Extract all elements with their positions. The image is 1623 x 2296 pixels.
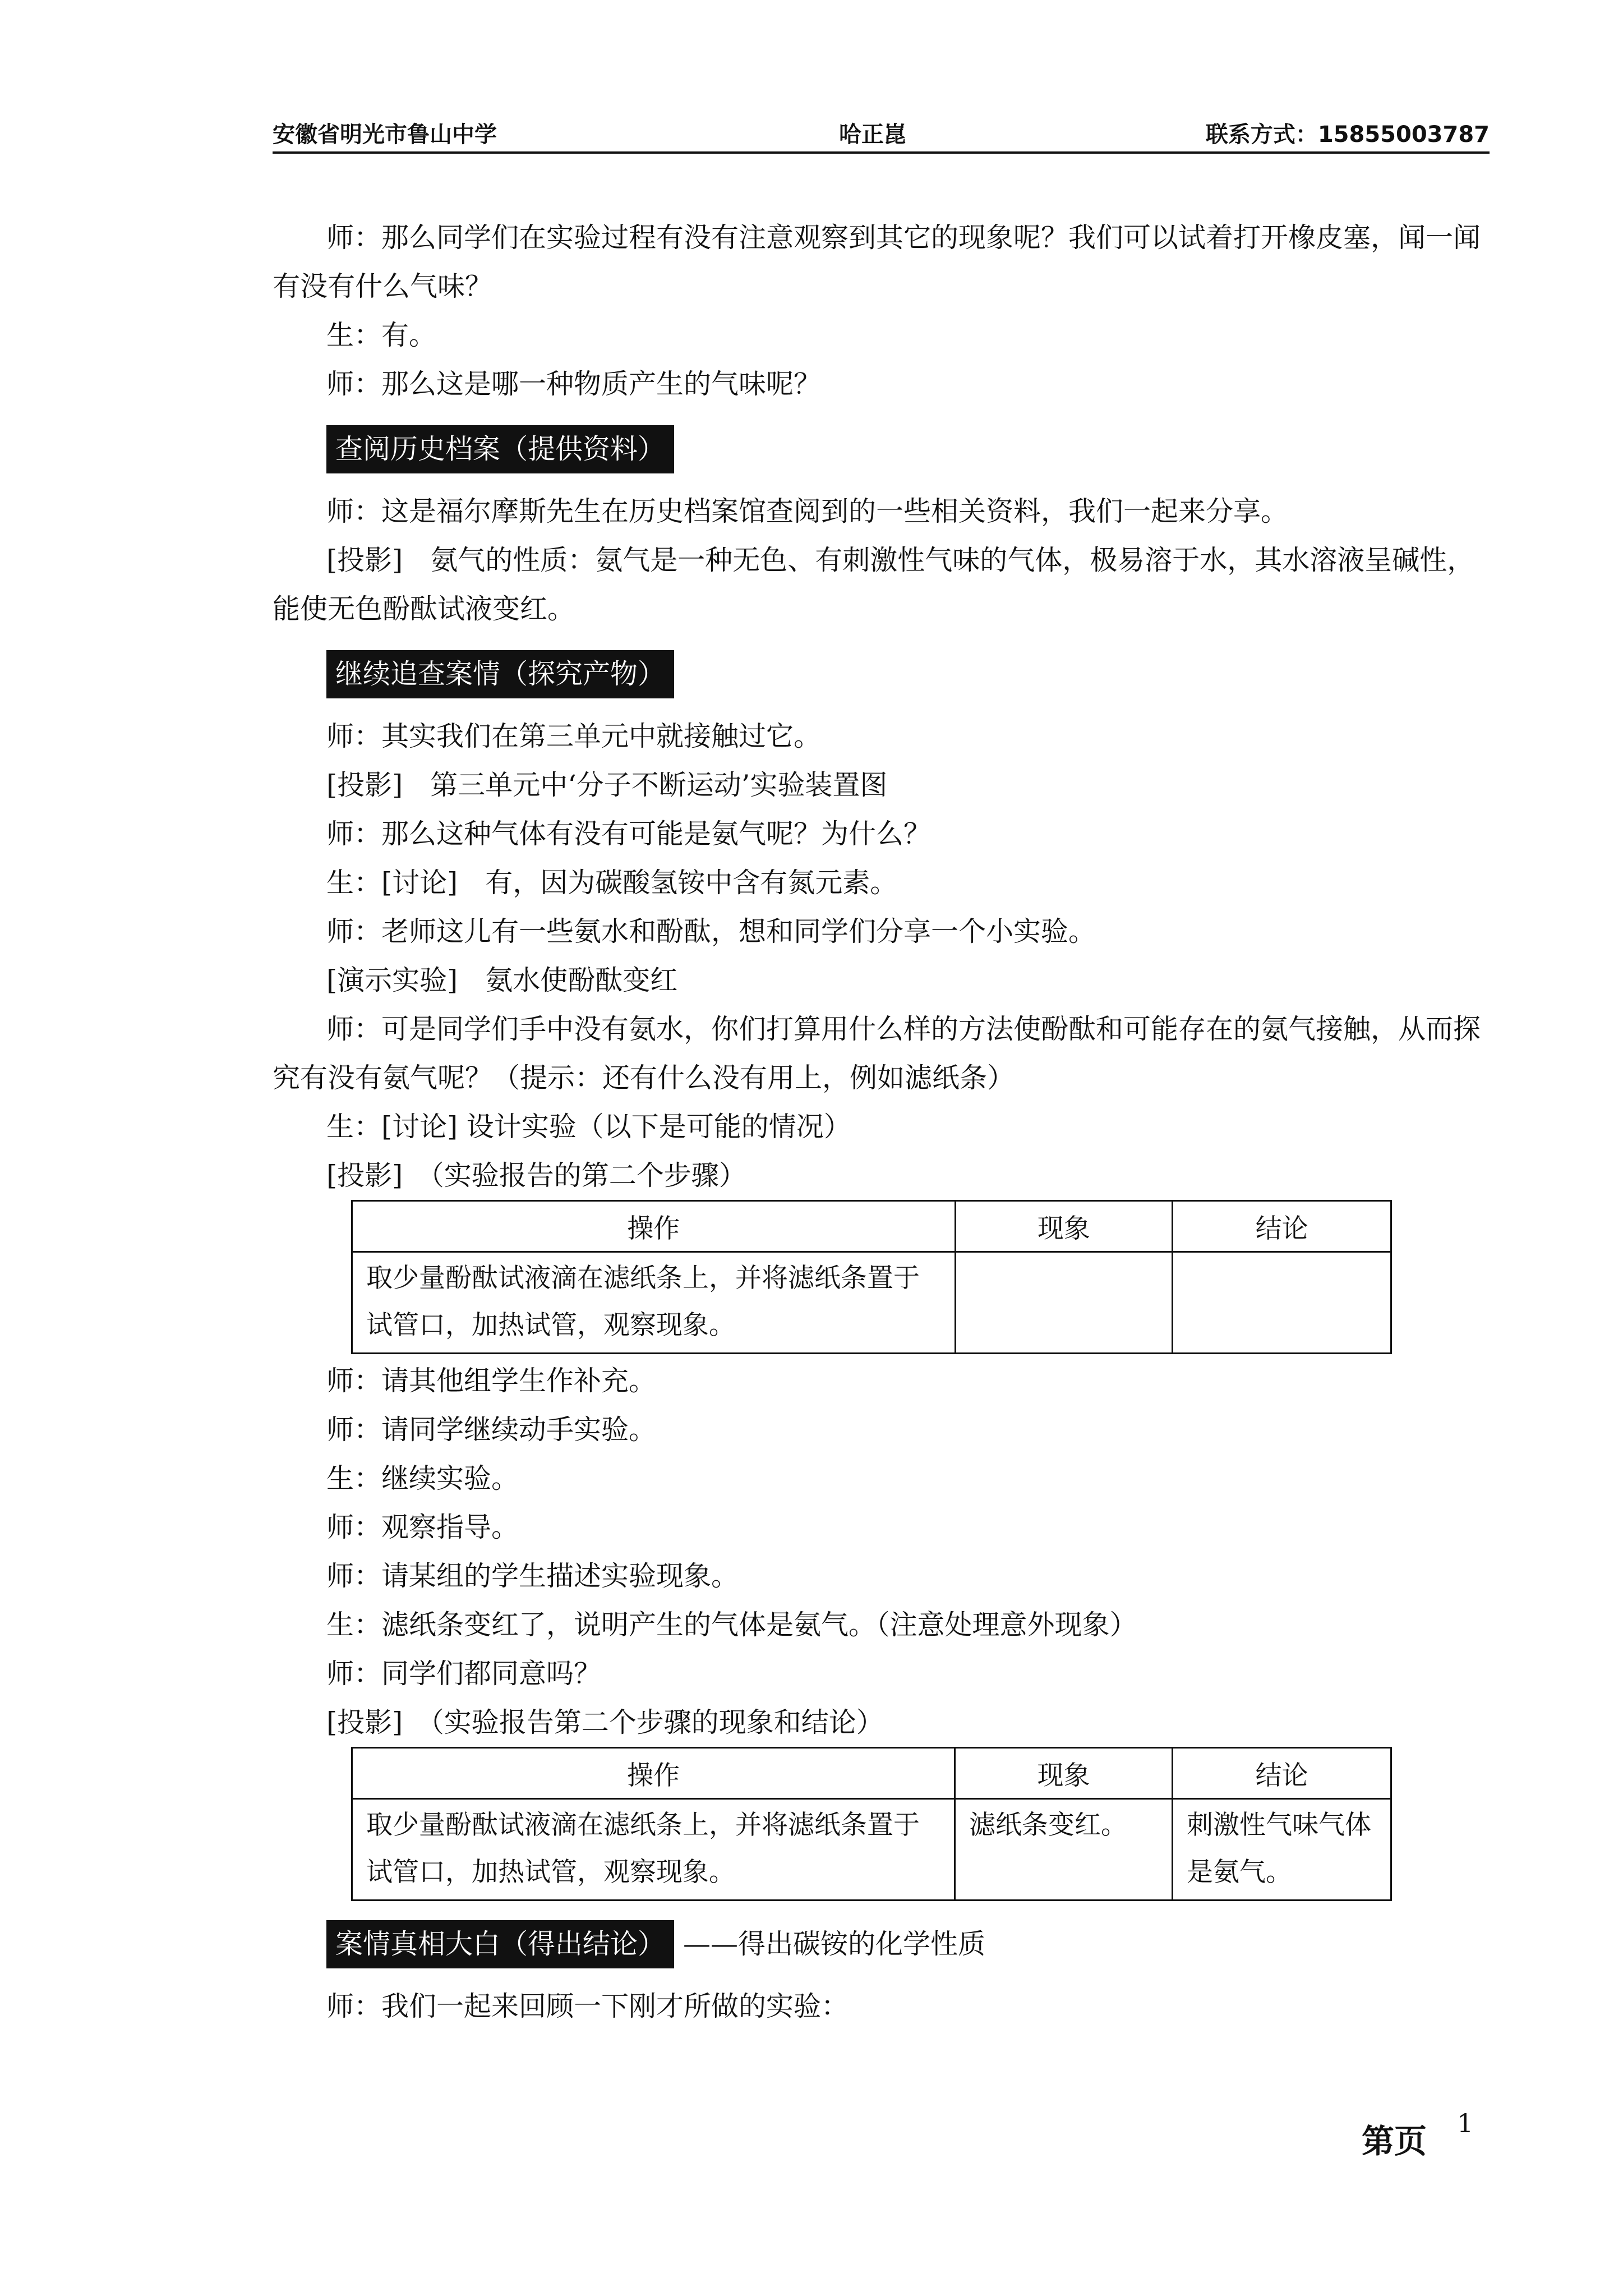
header-school: 安徽省明光市鲁山中学	[273, 122, 497, 148]
section-heading	[326, 650, 1490, 698]
table-header-cell: 操作	[352, 1201, 956, 1252]
header-author: 哈正崑	[839, 122, 906, 148]
table-cell	[955, 1252, 1173, 1354]
table-header-cell: 现象	[955, 1201, 1173, 1252]
paragraph: 生：有。	[326, 319, 437, 351]
experiment-table-1	[351, 1200, 1392, 1354]
table-header-row	[352, 1748, 1391, 1799]
paragraph: 师：那么这种气体有没有可能是氨气呢？为什么？	[326, 818, 932, 850]
document-body	[273, 213, 1490, 2031]
paragraph: 师：其实我们在第三单元中就接触过它。	[326, 720, 822, 752]
header-contact: 联系方式：15855003787	[1205, 122, 1490, 148]
paragraph: 生：[讨论] 设计实验（以下是可能的情况）	[326, 1111, 851, 1143]
paragraph: [演示实验] 氨水使酚酞变红	[326, 964, 678, 996]
table-header-row	[352, 1201, 1391, 1252]
section-badge: 继续追查案情（探究产物）	[326, 650, 674, 698]
paragraph: 师：这是福尔摩斯先生在历史档案馆查阅到的一些相关资料，我们一起来分享。	[326, 495, 1289, 527]
table-cell: 取少量酚酞试液滴在滤纸条上，并将滤纸条置于试管口，加热试管，观察现象。	[352, 1799, 955, 1901]
table-header-cell: 操作	[352, 1748, 955, 1799]
paragraph: 师：请其他组学生作补充。	[326, 1365, 657, 1397]
paragraph: 生：[讨论] 有，因为碳酸氢铵中含有氮元素。	[326, 867, 898, 899]
paragraph: [投影] 氨气的性质：氨气是一种无色、有刺激性气味的气体，极易溶于水，其水溶液呈碱性，能使无色酚酞试液变红。	[273, 544, 1475, 625]
table-cell: 刺激性气味气体是氨气。	[1173, 1799, 1391, 1901]
table-row	[352, 1252, 1391, 1354]
paragraph: [投影] （实验报告的第二个步骤）	[326, 1159, 746, 1191]
table-cell	[1173, 1252, 1391, 1354]
footer-page-number: 1	[1457, 2108, 1474, 2138]
paragraph: 师：可是同学们手中没有氨水，你们打算用什么样的方法使酚酞和可能存在的氨气接触，从而探究有没有氨气呢？（提示：还有什么没有用上，例如滤纸条）	[273, 1013, 1481, 1094]
page-header	[273, 112, 1490, 154]
paragraph: 师：那么同学们在实验过程有没有注意观察到其它的现象呢？我们可以试着打开橡皮塞，闻一闻有没有什么气味？	[273, 222, 1481, 302]
paragraph: [投影] （实验报告第二个步骤的现象和结论）	[326, 1706, 884, 1738]
footer-page-label: 第页	[1362, 2122, 1427, 2160]
table-header-cell: 结论	[1173, 1201, 1391, 1252]
experiment-table-2	[351, 1747, 1392, 1901]
paragraph: 师：我们一起来回顾一下刚才所做的实验：	[326, 1990, 849, 2022]
paragraph: 师：请同学继续动手实验。	[326, 1414, 657, 1446]
table-header-cell: 结论	[1173, 1748, 1391, 1799]
paragraph: 师：同学们都同意吗？	[326, 1658, 602, 1690]
table-row	[352, 1799, 1391, 1901]
section-heading	[326, 425, 1490, 473]
table-cell: 取少量酚酞试液滴在滤纸条上，并将滤纸条置于试管口，加热试管，观察现象。	[352, 1252, 956, 1354]
table-header-cell: 现象	[955, 1748, 1173, 1799]
paragraph: 师：老师这儿有一些氨水和酚酞，想和同学们分享一个小实验。	[326, 915, 1096, 947]
paragraph: 生：滤纸条变红了，说明产生的气体是氨气。（注意处理意外现象）	[326, 1609, 1137, 1641]
table-cell: 滤纸条变红。	[955, 1799, 1173, 1901]
section-badge: 查阅历史档案（提供资料）	[326, 425, 674, 473]
section-subtitle: ——得出碳铵的化学性质	[683, 1928, 986, 1960]
section-heading	[326, 1920, 1490, 1968]
paragraph: 师：那么这是哪一种物质产生的气味呢？	[326, 368, 822, 400]
paragraph: 生：继续实验。	[326, 1462, 519, 1494]
section-badge: 案情真相大白（得出结论）	[326, 1920, 674, 1968]
paragraph: 师：观察指导。	[326, 1511, 519, 1543]
paragraph: [投影] 第三单元中‘分子不断运动’实验装置图	[326, 769, 888, 801]
paragraph: 师：请某组的学生描述实验现象。	[326, 1560, 739, 1592]
